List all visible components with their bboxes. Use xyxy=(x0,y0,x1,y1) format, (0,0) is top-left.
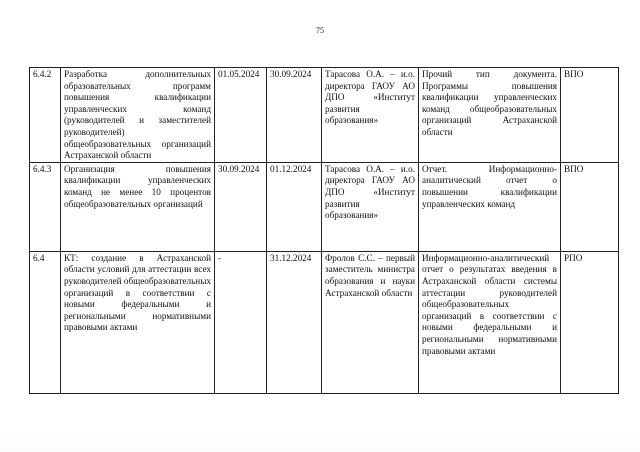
item-name: КТ: создание в Астраханской области условий для аттестации всех руководителей общеобразовательных организаций в соответствии с новыми федеральными и региональными нормативными правовыми актами xyxy=(61,251,215,393)
end-date: 31.12.2024 xyxy=(267,251,322,393)
table-row xyxy=(30,68,619,163)
result-description: Прочий тип документа. Программы повышения квалификации управленческих команд общеобразовательных организаций Астраханской области xyxy=(419,68,561,163)
start-date: 01.05.2024 xyxy=(215,68,267,163)
item-name: Организация повышения квалификации управленческих команд не менее 10 процентов общеобразовательных организаций xyxy=(61,162,215,251)
responsible-person: Тарасова О.А. – и.о. директора ГАОУ АО ДПО «Институт развития образования» xyxy=(322,68,419,163)
level-code: ВПО xyxy=(561,162,619,251)
level-code: РПО xyxy=(561,251,619,393)
item-name: Разработка дополнительных образовательных программ повышения квалификации управленческих команд (руководителей и заместителей руководителей) общеобразовательных организаций Астраханской области xyxy=(61,68,215,163)
end-date: 01.12.2024 xyxy=(267,162,322,251)
scan-edge xyxy=(0,430,640,452)
start-date: - xyxy=(215,251,267,393)
result-description: Информационно-аналитический отчет о результатах введения в Астраханской области системы аттестации руководителей общеобразовательных организаций в соответствии с новыми федеральными и региональными нормативными правовыми актами xyxy=(419,251,561,393)
plan-table xyxy=(29,67,619,394)
item-number: 6.4 xyxy=(30,251,61,393)
responsible-person: Фролов С.С. – первый заместитель министра образования и науки Астраханской области xyxy=(322,251,419,393)
result-description: Отчет. Информационно-аналитический отчет о повышении квалификации управленческих команд xyxy=(419,162,561,251)
table-row xyxy=(30,251,619,393)
item-number: 6.4.2 xyxy=(30,68,61,163)
end-date: 30.09.2024 xyxy=(267,68,322,163)
table-row xyxy=(30,162,619,251)
responsible-person: Тарасова О.А. – и.о. директора ГАОУ АО ДПО «Институт развития образования» xyxy=(322,162,419,251)
start-date: 30.09.2024 xyxy=(215,162,267,251)
level-code: ВПО xyxy=(561,68,619,163)
item-number: 6.4.3 xyxy=(30,162,61,251)
page-number: 75 xyxy=(316,26,324,35)
